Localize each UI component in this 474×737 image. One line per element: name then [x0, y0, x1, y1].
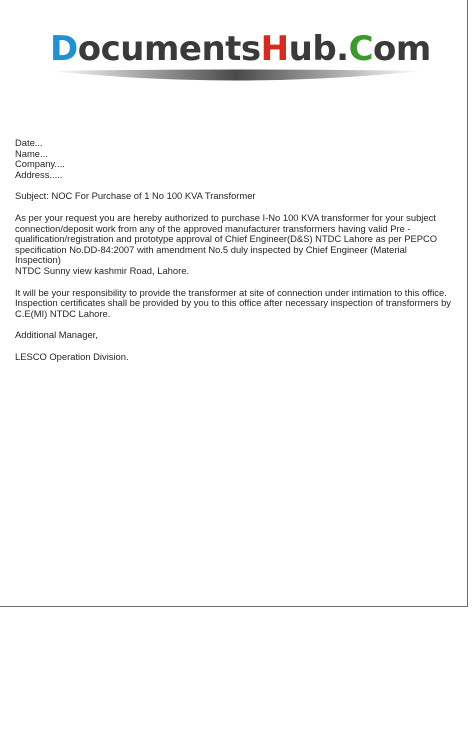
paragraph-2-line: It will be your responsibility to provide the transformer at site of connection under intimation to this office. — [15, 286, 447, 298]
logo-part: C — [348, 29, 374, 69]
logo-wordmark — [50, 28, 431, 70]
logo-swoosh-icon — [50, 68, 422, 88]
paragraph-1-line: specification No.DD-84:2007 with amendment No.5 duly inspected by Chief Engineer (Material Inspection) — [15, 243, 407, 266]
paragraph-1-line: qualification/registration and prototype approval of Chief Engineer(D&S) NTDC Lahore as per PEPCO — [15, 233, 438, 245]
logo-part: . — [336, 29, 349, 69]
paragraph-2-line: C.E(MI) NTDC Lahore. — [15, 307, 111, 319]
company-line: Company.... — [15, 158, 65, 170]
address-line: Address..... — [15, 168, 63, 180]
date-line: Date... — [15, 137, 43, 148]
paragraph-1-line: As per your request you are hereby authorized to purchase I-No 100 KVA transformer for your subject — [15, 211, 436, 223]
letter-body — [15, 138, 455, 363]
paragraph-1-line: NTDC Sunny view kashmir Road, Lahore. — [15, 264, 190, 276]
logo-part: om — [373, 29, 431, 69]
logo-part: ub — [288, 29, 337, 69]
division-line: LESCO Operation Division. — [15, 350, 129, 362]
logo-part: D — [50, 29, 78, 69]
name-line: Name... — [15, 147, 48, 159]
paragraph-1-line: connection/deposit work from any of the approved manufacturer transformers having valid Pre - — [15, 222, 411, 234]
documentshub-logo — [50, 28, 431, 88]
logo-part: H — [260, 29, 289, 69]
subject-line: Subject: NOC For Purchase of 1 No 100 KVA Transformer — [15, 190, 256, 202]
logo-part: ocuments — [77, 29, 261, 69]
paragraph-2-line: Inspection certificates shall be provided by you to this office after necessary inspection of transformers by — [15, 297, 451, 309]
closing-line: Additional Manager, — [15, 329, 98, 341]
